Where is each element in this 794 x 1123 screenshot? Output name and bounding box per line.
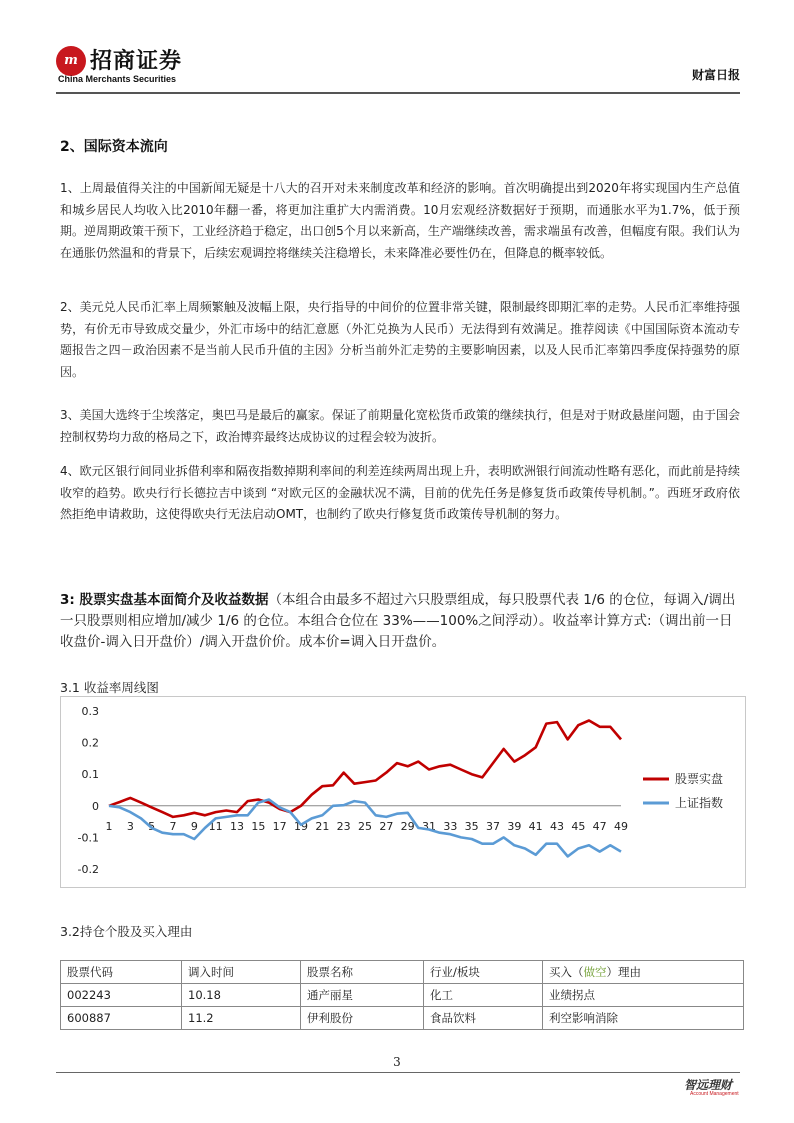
table-cell: 业绩拐点 — [543, 984, 744, 1007]
footer-divider — [56, 1072, 740, 1073]
x-tick-label: 15 — [251, 819, 266, 833]
table-cell: 600887 — [61, 1007, 182, 1030]
x-tick-label: 5 — [148, 819, 156, 833]
y-tick-label: 0 — [92, 799, 99, 813]
y-tick-label: 0.1 — [81, 768, 99, 782]
x-tick-label: 17 — [272, 819, 287, 833]
table-cell: 利空影响消除 — [543, 1007, 744, 1030]
short-label: 做空 — [583, 965, 607, 979]
chart-frame — [60, 696, 746, 888]
header-divider — [56, 92, 740, 94]
brand-name: 招商证券 — [90, 49, 183, 74]
x-tick-label: 3 — [126, 819, 134, 833]
holdings-table — [60, 960, 744, 1030]
report-type: 财富日报 — [691, 68, 740, 82]
x-tick-label: 43 — [550, 819, 564, 833]
table-cell: 10.18 — [182, 984, 301, 1007]
x-tick-label: 29 — [400, 819, 415, 833]
x-tick-label: 23 — [336, 819, 351, 833]
table-cell: 通产丽星 — [301, 984, 424, 1007]
x-tick-label: 7 — [169, 819, 177, 833]
x-tick-label: 47 — [592, 819, 607, 833]
paragraph-1: 1、上周最值得关注的中国新闻无疑是十八大的召开对未来制度改革和经济的影响。首次明确提出到2020年将实现国内生产总值和城乡居民人均收入比2010年翻一番，将更加注重扩大内需消费。10月宏观经济数据好于预期，而通胀水平为1.7%，低于预期。逆周期政策干预下，工业经济趋于稳定，出口创5个月以来新高，生产端继续改善，需求端虽有改善，但幅度有限。我们认为在通胀仍然温和的背景下，后续宏观调控将继续关注稳增长，未来降准必要性仍在，但降息的概率较低。 — [60, 181, 740, 260]
paragraph-4: 4、欧元区银行间同业拆借利率和隔夜指数掉期利率间的利差连续两周出现上升，表明欧洲银行间流动性略有恶化，而此前是持续收窄的趋势。欧央行行长德拉吉中谈到 “对欧元区的金融状况不满，目前的优先任务是修复货币政策传导机制。”。西班牙政府依然拒绝申请救助，这使得欧央行无法启动OMT，也制约了欧央行修复货币政策传导机制的努力。 — [60, 464, 740, 521]
x-tick-label: 37 — [486, 819, 500, 833]
table-cell: 食品饮料 — [424, 1007, 543, 1030]
x-tick-label: 25 — [358, 819, 372, 833]
table-cell: 002243 — [61, 984, 182, 1007]
x-tick-label: 33 — [443, 819, 458, 833]
page-number: 3 — [393, 1055, 401, 1069]
table-header-row — [61, 961, 744, 984]
y-tick-label: 0.3 — [81, 705, 99, 718]
brand-name-en: China Merchants Securities — [58, 74, 177, 84]
table-header-cell: 股票名称 — [301, 961, 424, 984]
y-tick-label: 0.2 — [81, 736, 99, 750]
section-heading: 2、国际资本流向 — [60, 139, 168, 155]
x-tick-label: 21 — [315, 819, 330, 833]
page-header — [56, 44, 740, 90]
section3-heading: 3: 股票实盘基本面简介及收益数据 — [60, 592, 269, 608]
weekly-return-chart — [61, 697, 745, 887]
chart-title: 3.1 收益率周线图 — [60, 680, 159, 695]
x-tick-label: 49 — [614, 819, 628, 833]
x-tick-label: 45 — [571, 819, 586, 833]
table-header-cell: 行业/板块 — [424, 961, 543, 984]
legend-label: 股票实盘 — [675, 772, 724, 786]
table-cell: 化工 — [424, 984, 543, 1007]
x-tick-label: 11 — [208, 819, 223, 833]
table-cell: 11.2 — [182, 1007, 301, 1030]
x-tick-label: 27 — [379, 819, 394, 833]
x-tick-label: 1 — [105, 819, 113, 833]
x-tick-label: 39 — [507, 819, 522, 833]
paragraph-3: 3、美国大选终于尘埃落定，奥巴马是最后的赢家。保证了前期量化宽松货币政策的继续执行，但是对于财政悬崖问题，由于国会控制权势均力敌的格局之下，政治博弈最终达成协议的过程会较为波折。 — [60, 408, 740, 444]
cms-logo-icon: m — [56, 46, 86, 76]
table-row — [61, 1007, 744, 1030]
legend-label: 上证指数 — [675, 796, 724, 810]
x-tick-label: 19 — [294, 819, 308, 833]
table-row — [61, 984, 744, 1007]
footer-logo: 智远理财 — [684, 1078, 733, 1092]
table-header-cell: 股票代码 — [61, 961, 182, 984]
section3-intro — [60, 590, 744, 653]
x-tick-label: 35 — [464, 819, 479, 833]
x-tick-label: 9 — [190, 819, 198, 833]
paragraph-2: 2、美元兑人民币汇率上周频繁触及波幅上限，央行指导的中间价的位置非常关键，限制最终即期汇率的走势。人民币汇率维持强势，有价无市导致成交量少，外汇市场中的结汇意愿（外汇兑换为人民币）无法得到有效满足。推荐阅读《中国国际资本流动专题报告之四－政治因素不是当前人民币升值的主因》分析当前外汇走势的主要影响因素，以及人民币汇率第四季度保持强势的原因。 — [60, 300, 740, 379]
x-tick-label: 31 — [422, 819, 436, 833]
footer-logo-sub: Account Management — [690, 1091, 739, 1097]
y-tick-label: -0.1 — [77, 831, 99, 845]
table-title: 3.2持仓个股及买入理由 — [60, 924, 193, 939]
x-tick-label: 13 — [230, 819, 244, 833]
table-header-cell: 调入时间 — [182, 961, 301, 984]
table-cell: 伊利股份 — [301, 1007, 424, 1030]
x-tick-label: 41 — [528, 819, 543, 833]
section3-body: （本组合由最多不超过六只股票组成，每只股票代表 1/6 的仓位，每调入/调出一只股票则相应增加/减少 1/6 的仓位。本组合仓位在 33%——100%之间浮动）。收益率计算方式:（调出前一日收盘价-调入日开盘价）/调入开盘价价。成本价=调入日开盘价。 — [60, 592, 736, 650]
y-tick-label: -0.2 — [77, 863, 99, 876]
table-header-cell: 买入（做空）理由 — [543, 961, 744, 984]
